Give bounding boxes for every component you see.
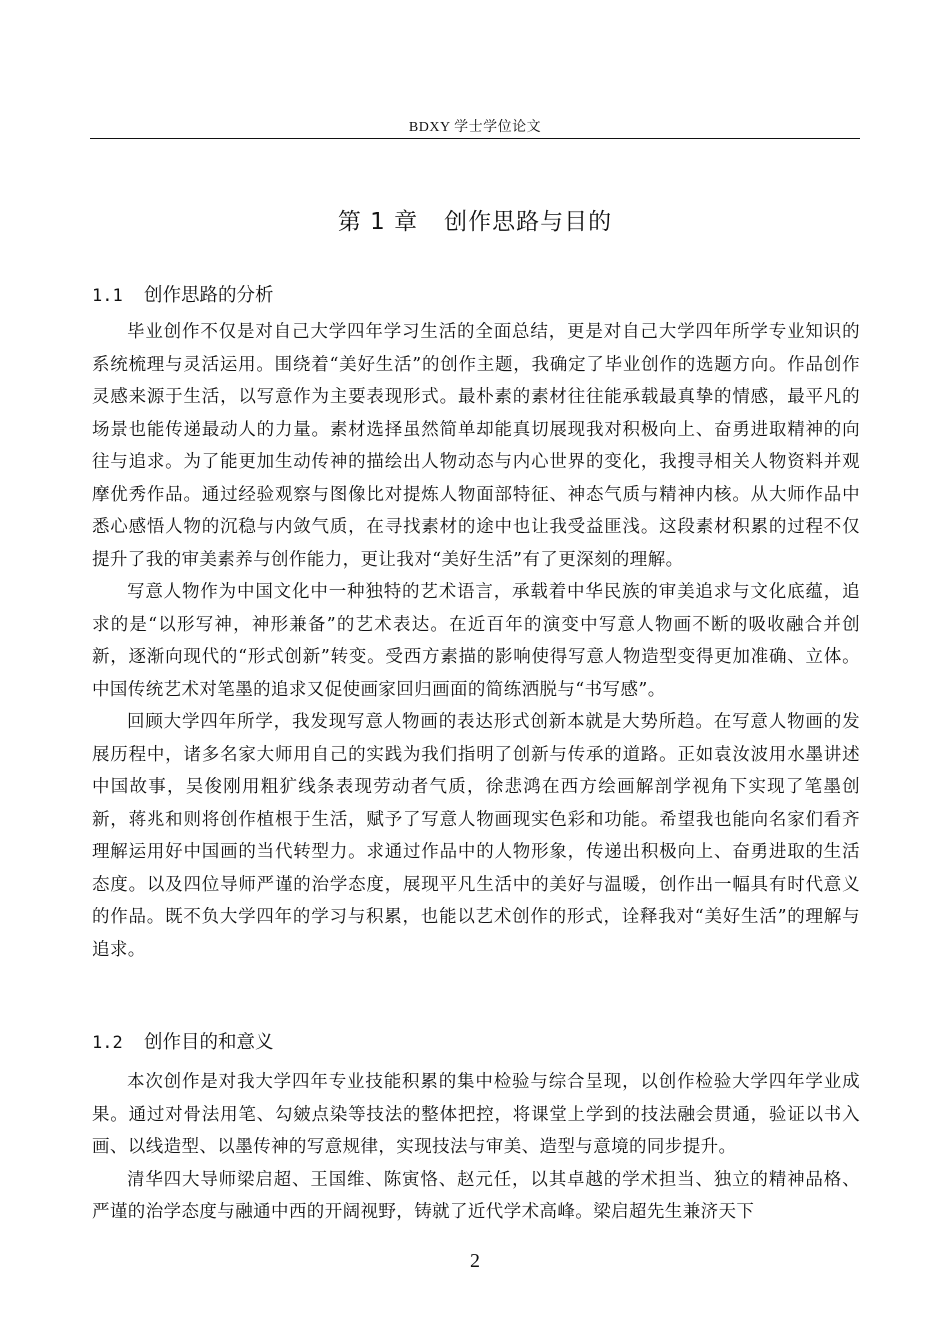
page-number: 2 [470, 1250, 480, 1272]
section-number: 1.2 [92, 1033, 123, 1053]
paragraph: 写意人物作为中国文化中一种独特的艺术语言，承载着中华民族的审美追求与文化底蕴，追求的是“以形写神，神形兼备”的艺术表达。在近百年的演变中写意人物画不断的吸收融合并创新，逐渐向现代的“形式创新”转变。受西方素描的影响使得写意人物造型变得更加准确、立体。中国传统艺术对笔墨的追求又促使画家回归画面的简练洒脱与“书写感”。 [92, 582, 860, 700]
paragraph: 清华四大导师梁启超、王国维、陈寅恪、赵元任，以其卓越的学术担当、独立的精神品格、严谨的治学态度与融通中西的开阔视野，铸就了近代学术高峰。梁启超先生兼济天下 [92, 1169, 860, 1222]
chapter-name: 创作思路与目的 [444, 209, 613, 235]
running-header: BDXY 学士学位论文 [408, 120, 542, 135]
section-heading-1-1 [92, 281, 274, 307]
chapter-number: 第 1 章 [337, 209, 419, 235]
section-body-1-2 [92, 1066, 860, 1229]
section-heading-1-2 [92, 1028, 274, 1054]
paragraph: 毕业创作不仅是对自己大学四年学习生活的全面总结，更是对自己大学四年所学专业知识的系统梳理与灵活运用。围绕着“美好生活”的创作主题，我确定了毕业创作的选题方向。作品创作灵感来源于生活，以写意作为主要表现形式。最朴素的素材往往能承载最真挚的情感，最平凡的场景也能传递最动人的力量。素材选择虽然简单却能真切展现我对积极向上、奋勇进取精神的向往与追求。为了能更加生动传神的描绘出人物动态与内心世界的变化，我搜寻相关人物资料并观摩优秀作品。通过经验观察与图像比对提炼人物面部特征、神态气质与精神内核。从大师作品中悉心感悟人物的沉稳与内敛气质，在寻找素材的途中也让我受益匪浅。这段素材积累的过程不仅提升了我的审美素养与创作能力，更让我对“美好生活”有了更深刻的理解。 [92, 322, 860, 570]
section-title: 创作目的和意义 [144, 1032, 274, 1053]
header-rule [90, 138, 860, 139]
section-title: 创作思路的分析 [144, 285, 274, 306]
paragraph: 回顾大学四年所学，我发现写意人物画的表达形式创新本就是大势所趋。在写意人物画的发展历程中，诸多名家大师用自己的实践为我们指明了创新与传承的道路。正如袁汝波用水墨讲述中国故事，吴俊刚用粗犷线条表现劳动者气质，徐悲鸿在西方绘画解剖学视角下实现了笔墨创新，蒋兆和则将创作植根于生活，赋予了写意人物画现实色彩和功能。希望我也能向名家们看齐理解运用好中国画的当代转型力。求通过作品中的人物形象，传递出积极向上、奋勇进取的生活态度。以及四位导师严谨的治学态度，展现平凡生活中的美好与温暖，创作出一幅具有时代意义的作品。既不负大学四年的学习与积累，也能以艺术创作的形式，诠释我对“美好生活”的理解与追求。 [92, 712, 860, 960]
section-number: 1.1 [92, 286, 123, 306]
chapter-title [90, 203, 860, 236]
section-body-1-1 [92, 316, 860, 966]
paragraph: 本次创作是对我大学四年专业技能积累的集中检验与综合呈现，以创作检验大学四年学业成果。通过对骨法用笔、勾皴点染等技法的整体把控，将课堂上学到的技法融会贯通，验证以书入画、以线造型、以墨传神的写意规律，实现技法与审美、造型与意境的同步提升。 [92, 1072, 860, 1157]
